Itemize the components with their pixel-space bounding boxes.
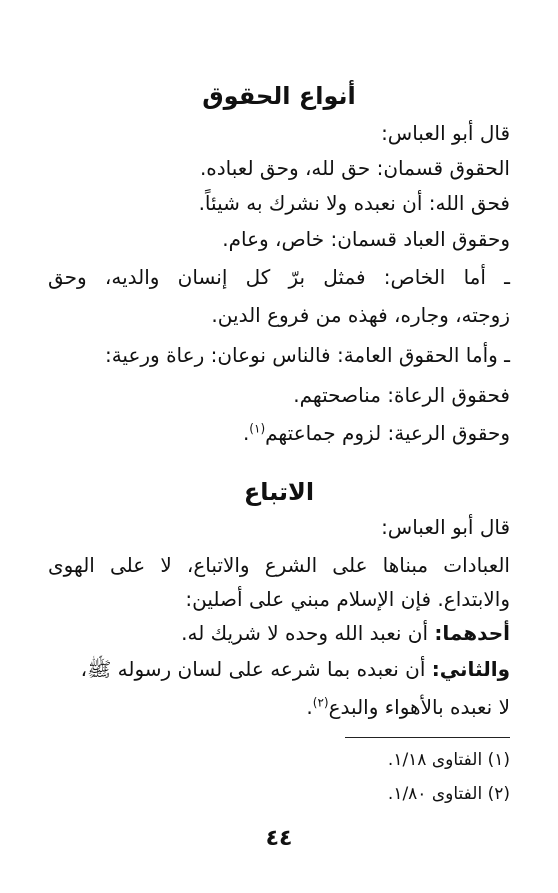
paragraph-line bbox=[48, 418, 510, 448]
footnote: (١) الفتاوى ١/١٨. bbox=[387, 750, 510, 770]
section-title-rights-types: أنواع الحقوق bbox=[202, 82, 356, 110]
punctuation: . bbox=[306, 695, 313, 719]
intro-line: قال أبو العباس: bbox=[381, 121, 510, 145]
paragraph-line bbox=[48, 654, 510, 684]
paragraph-text: أن نعبد الله وحده لا شريك له. bbox=[181, 621, 435, 645]
footnote: (٢) الفتاوى ١/٨٠. bbox=[387, 784, 510, 804]
footnote-ref: (٢) bbox=[312, 695, 329, 710]
term-label: أحدهما: bbox=[434, 621, 510, 645]
section-title-following: الاتباع bbox=[243, 478, 315, 506]
paragraph-line bbox=[48, 692, 510, 722]
paragraph-line: الحقوق قسمان: حق لله، وحق لعباده. bbox=[199, 156, 510, 180]
paragraph-line bbox=[48, 618, 510, 648]
paragraph-line: زوجته، وجاره، فهذه من فروع الدين. bbox=[211, 303, 510, 327]
paragraph-text: أن نعبده بما شرعه على لسان رسوله ﷺ، bbox=[80, 657, 432, 681]
paragraph-line: فحق الله: أن نعبده ولا نشرك به شيئاً. bbox=[198, 191, 510, 215]
footnote-ref: (١) bbox=[249, 421, 266, 436]
page-number: ٤٤ bbox=[265, 826, 293, 851]
paragraph-line: العبادات مبناها على الشرع والاتباع، لا على الهوى bbox=[48, 553, 510, 577]
punctuation: . bbox=[242, 421, 250, 445]
paragraph-text: وحقوق الرعية: لزوم جماعتهم bbox=[265, 421, 510, 445]
paragraph-line: ـ أما الخاص: فمثل برّ كل إنسان والديه، وحق bbox=[48, 265, 510, 289]
term-label: والثاني: bbox=[431, 657, 510, 681]
paragraph-line: والابتداع. فإن الإسلام مبني على أصلين: bbox=[185, 587, 510, 611]
paragraph-text: لا نعبده بالأهواء والبدع bbox=[328, 695, 510, 719]
footnote-separator bbox=[345, 737, 510, 738]
paragraph-line: ـ وأما الحقوق العامة: فالناس نوعان: رعاة ورعية: bbox=[104, 343, 510, 367]
intro-line: قال أبو العباس: bbox=[381, 515, 510, 539]
paragraph-line: وحقوق العباد قسمان: خاص، وعام. bbox=[222, 227, 510, 251]
paragraph-line: فحقوق الرعاة: مناصحتهم. bbox=[293, 383, 510, 407]
